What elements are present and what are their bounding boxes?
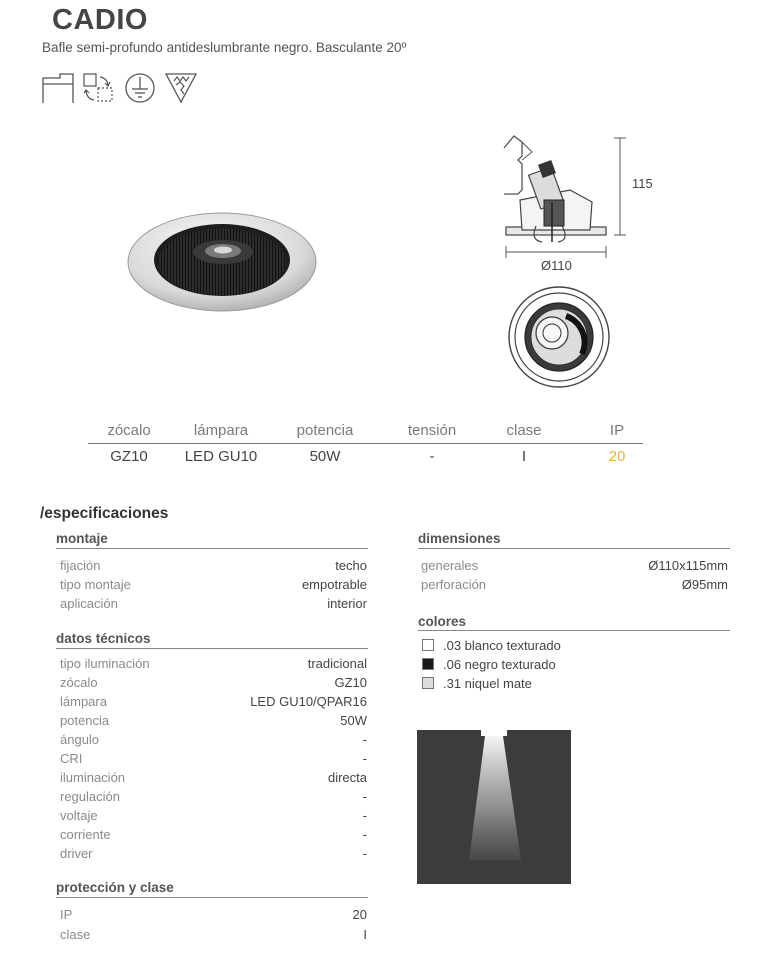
spec-key: lámpara xyxy=(60,694,107,709)
spec-value: I xyxy=(363,927,367,942)
earth-ground-icon xyxy=(124,72,156,104)
spec-key: ángulo xyxy=(60,732,100,747)
spec-value: LED GU10/QPAR16 xyxy=(250,694,367,709)
spec-key: corriente xyxy=(60,827,111,842)
summary-value-ip: 20 xyxy=(608,448,626,465)
section-title-colors: colores xyxy=(418,614,467,629)
spec-key: zócalo xyxy=(60,675,98,690)
spec-key: fijación xyxy=(60,558,101,573)
spec-key: IP xyxy=(60,907,73,922)
spec-key: iluminación xyxy=(60,770,126,785)
specs-title: /especificaciones xyxy=(40,505,169,522)
spec-value: - xyxy=(362,732,367,747)
color-label-black: .06 negro texturado xyxy=(443,657,556,672)
spec-key: generales xyxy=(421,558,479,573)
color-swatch-white xyxy=(422,639,434,651)
spec-value: Ø110x115mm xyxy=(648,558,728,573)
color-label-nickel: .31 niquel mate xyxy=(443,676,532,691)
spec-value: - xyxy=(362,751,367,766)
section-title-protection: protección y clase xyxy=(56,880,174,895)
product-description: Bafle semi-profundo antideslumbrante negro. Basculante 20º xyxy=(42,40,407,55)
spec-key: tipo iluminación xyxy=(60,656,150,671)
summary-value-class: I xyxy=(521,448,527,465)
section-divider-protection xyxy=(56,897,368,898)
spec-value: GZ10 xyxy=(334,675,367,690)
recessed-ceiling-icon xyxy=(42,72,74,104)
summary-value-lamp: LED GU10 xyxy=(184,448,258,465)
spec-key: voltaje xyxy=(60,808,98,823)
spec-key: potencia xyxy=(60,713,110,728)
summary-header-ip: IP xyxy=(609,422,625,439)
spec-value: - xyxy=(362,827,367,842)
height-dimension-label: 115 xyxy=(632,176,653,191)
technical-side-drawing xyxy=(500,130,640,275)
color-swatch-black xyxy=(422,658,434,670)
summary-value-socket: GZ10 xyxy=(110,448,148,465)
spec-value: - xyxy=(362,846,367,861)
product-title: CADIO xyxy=(52,4,148,36)
spec-value: 50W xyxy=(340,713,367,728)
spec-value: interior xyxy=(327,596,367,611)
spec-key: aplicación xyxy=(60,596,118,611)
summary-header-lamp: lámpara xyxy=(193,422,249,439)
section-divider-dimensions xyxy=(418,548,730,549)
spec-value: techo xyxy=(335,558,367,573)
spec-key: clase xyxy=(60,927,91,942)
spec-key: tipo montaje xyxy=(60,577,131,592)
section-divider-mounting xyxy=(56,548,368,549)
spec-key: perforación xyxy=(421,577,487,592)
spec-value: 20 xyxy=(352,907,367,922)
color-swatch-nickel xyxy=(422,677,434,689)
spec-value: Ø95mm xyxy=(681,577,728,592)
spec-value: - xyxy=(362,808,367,823)
section-divider-technical xyxy=(56,648,368,649)
technical-front-drawing xyxy=(506,284,612,390)
spec-value: - xyxy=(362,789,367,804)
section-title-dimensions: dimensiones xyxy=(418,531,501,546)
summary-divider xyxy=(88,443,643,444)
diameter-dimension-label: Ø110 xyxy=(541,258,572,273)
spec-key: regulación xyxy=(60,789,120,804)
spec-value: empotrable xyxy=(301,577,367,592)
summary-header-voltage: tensión xyxy=(407,422,457,439)
section-title-technical: datos técnicos xyxy=(56,631,151,646)
swivel-icon xyxy=(82,72,116,104)
ram-mark-icon xyxy=(164,72,198,104)
light-beam-illustration xyxy=(417,730,571,884)
summary-value-voltage: - xyxy=(429,448,435,465)
spec-value: directa xyxy=(327,770,367,785)
color-label-white: .03 blanco texturado xyxy=(443,638,561,653)
spec-key: driver xyxy=(60,846,93,861)
product-photo xyxy=(125,210,320,315)
summary-value-power: 50W xyxy=(309,448,341,465)
summary-header-power: potencia xyxy=(296,422,354,439)
section-title-mounting: montaje xyxy=(56,531,108,546)
spec-value: tradicional xyxy=(307,656,367,671)
summary-header-socket: zócalo xyxy=(107,422,151,439)
section-divider-colors xyxy=(418,630,730,631)
summary-header-class: clase xyxy=(506,422,542,439)
spec-key: CRI xyxy=(60,751,83,766)
